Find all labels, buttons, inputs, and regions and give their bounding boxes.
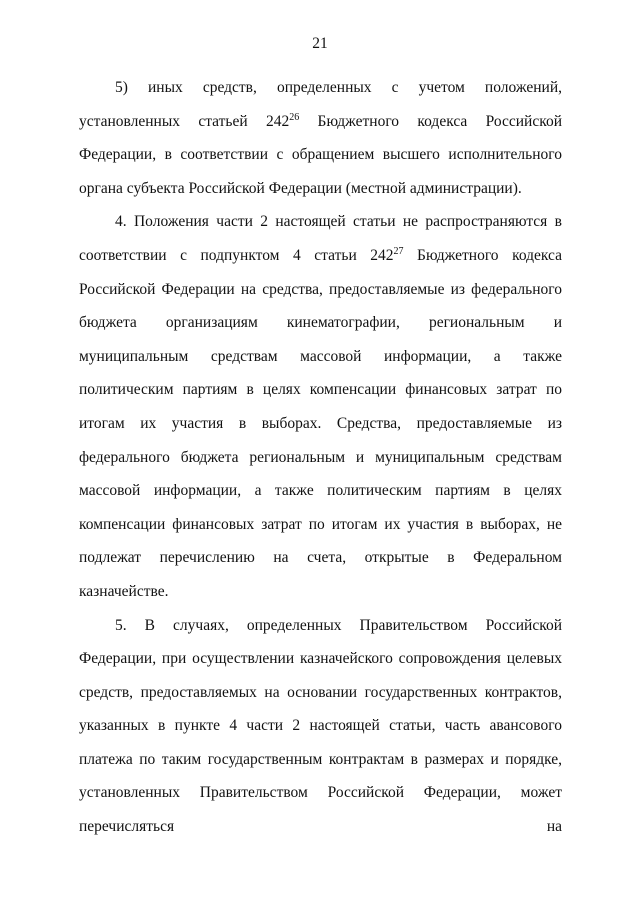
superscript-27: 27: [393, 245, 404, 257]
superscript-26: 26: [289, 111, 300, 123]
paragraph-text: Бюджетного кодекса Российской Федерации на средства, предоставляемые из федерального бюджета организациям кинематографии, региональным и муниципальным средствам массовой информации, а также политическим партиям в целях компенсации финансовых затрат по итогам их участия в выборах. Средства, предоставляемые из федерального бюджета региональным и муниципальным средствам массовой информации, а также политическим партиям в целях компенсации финансовых затрат по итогам их участия в выборах, не подлежат перечислению на счета, открытые в Федеральном казначействе.: [79, 246, 562, 600]
paragraph-text: 5) иных средств, определенных с учетом положений, установленных статьей 242: [79, 79, 562, 130]
paragraph-text: 5. В случаях, определенных Правительством Российской Федерации, при осуществлении казначейского сопровождения целевых средств, предоставляемых на основании государственных контрактов, указанных в пункте 4 части 2 настоящей статьи, часть авансового платежа по таким государственным контрактам в размерах и порядке, установленных Правительством Российской Федерации, может перечисляться на: [79, 616, 562, 836]
paragraph-text: Бюджетного кодекса Российской Федерации, в соответствии с обращением высшего исполнительного органа субъекта Российской Федерации (местной администрации).: [79, 112, 562, 197]
paragraph-text: 4. Положения части 2 настоящей статьи не распространяются в соответствии с подпунктом 4 статьи 242: [79, 213, 562, 264]
paragraph-item-5: [79, 71, 562, 205]
paragraph-part-4: [79, 205, 562, 608]
page-number: 21: [312, 35, 328, 52]
document-body: [79, 71, 562, 844]
paragraph-part-5: [79, 609, 562, 844]
